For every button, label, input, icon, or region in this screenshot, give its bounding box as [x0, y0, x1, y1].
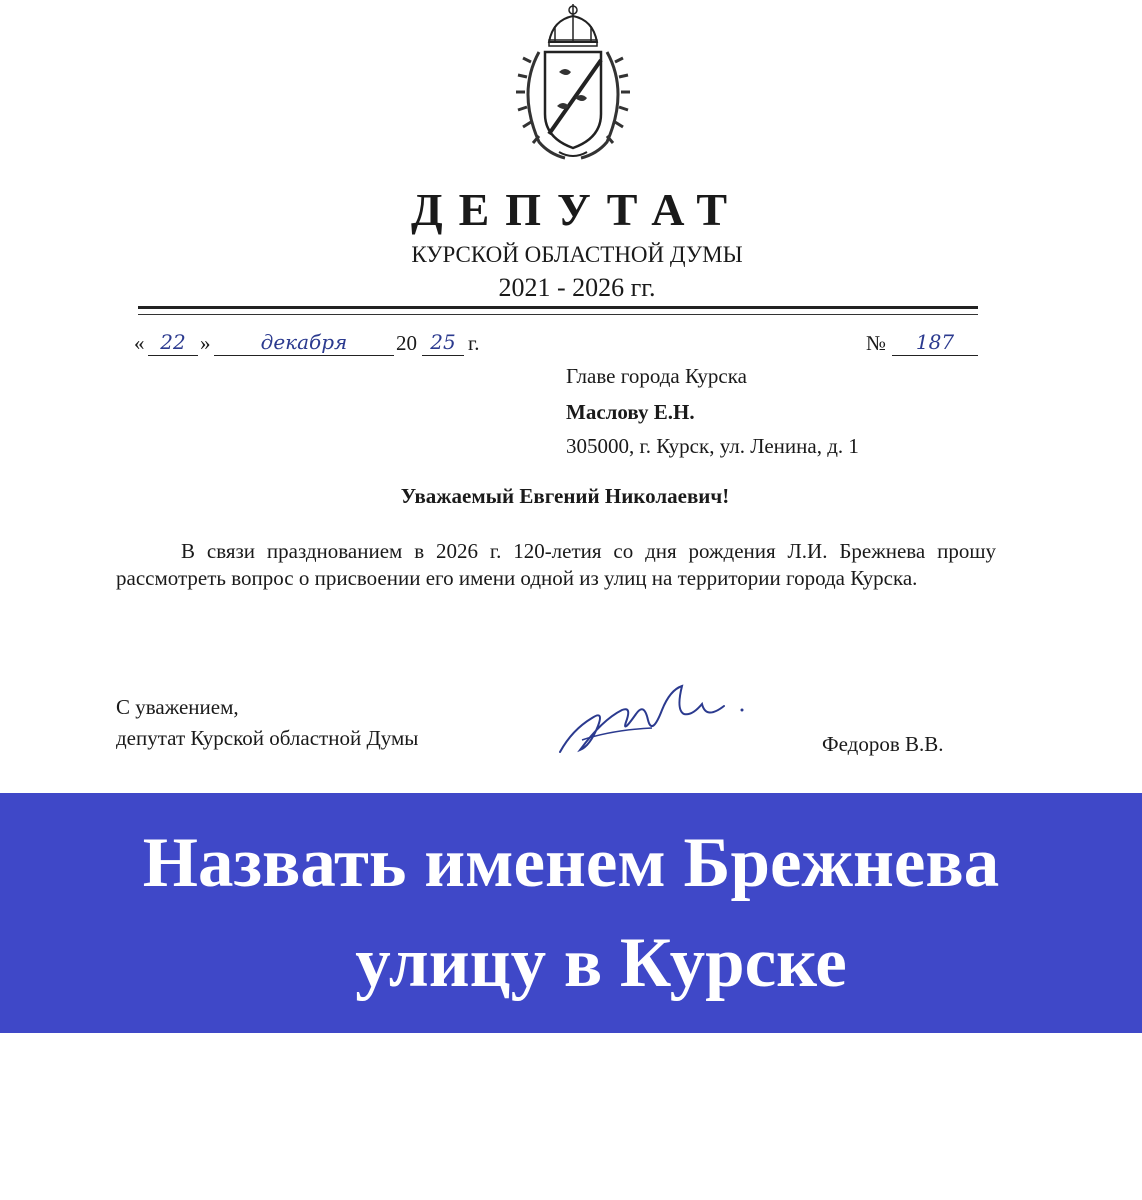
handwritten-signature — [552, 680, 752, 760]
headline-banner — [0, 793, 1142, 1033]
signer-name: Федоров В.В. — [822, 732, 944, 756]
letter-body — [116, 538, 996, 592]
closing-block — [116, 692, 418, 754]
date-year-unit: г. — [468, 331, 480, 355]
number-label: № — [866, 331, 887, 355]
date-year-prefix: 20 — [396, 331, 417, 355]
date-day: 22 — [148, 329, 198, 356]
closing-regards: С уважением, — [116, 695, 239, 719]
header-rule-thick — [138, 306, 978, 309]
letterhead-subtitle: КУРСКОЙ ОБЛАСТНОЙ ДУМЫ — [411, 242, 743, 267]
closing-position: депутат Курской областной Думы — [116, 726, 419, 750]
greeting: Уважаемый Евгений Николаевич! — [400, 484, 730, 508]
letter-body-paragraph: В связи празднованием в 2026 г. 120-летия со дня рождения Л.И. Брежнева прошу рассмотреть вопрос о присвоении его имени одной из улиц на территории города Курска. — [116, 539, 996, 590]
date-close-quote: » — [200, 331, 211, 355]
letter-number — [866, 326, 978, 356]
banner-line-1: Назвать именем Брежнева — [142, 824, 1000, 902]
letterhead-title: ДЕПУТАТ — [410, 184, 744, 235]
letter-date — [134, 326, 484, 356]
addressee-address: 305000, г. Курск, ул. Ленина, д. 1 — [566, 434, 859, 458]
header-rule-thin — [138, 314, 978, 315]
date-year-suffix: 25 — [422, 329, 464, 356]
coat-of-arms-emblem — [509, 2, 637, 164]
number-value: 187 — [892, 329, 978, 356]
letterhead-years: 2021 - 2026 гг. — [498, 273, 656, 302]
addressee-name: Маслову Е.Н. — [566, 400, 695, 424]
date-open-quote: « — [134, 331, 145, 355]
banner-line-2: улицу в Курске — [355, 924, 847, 1002]
addressee-position: Главе города Курска — [566, 364, 747, 388]
date-month: декабря — [214, 329, 394, 356]
